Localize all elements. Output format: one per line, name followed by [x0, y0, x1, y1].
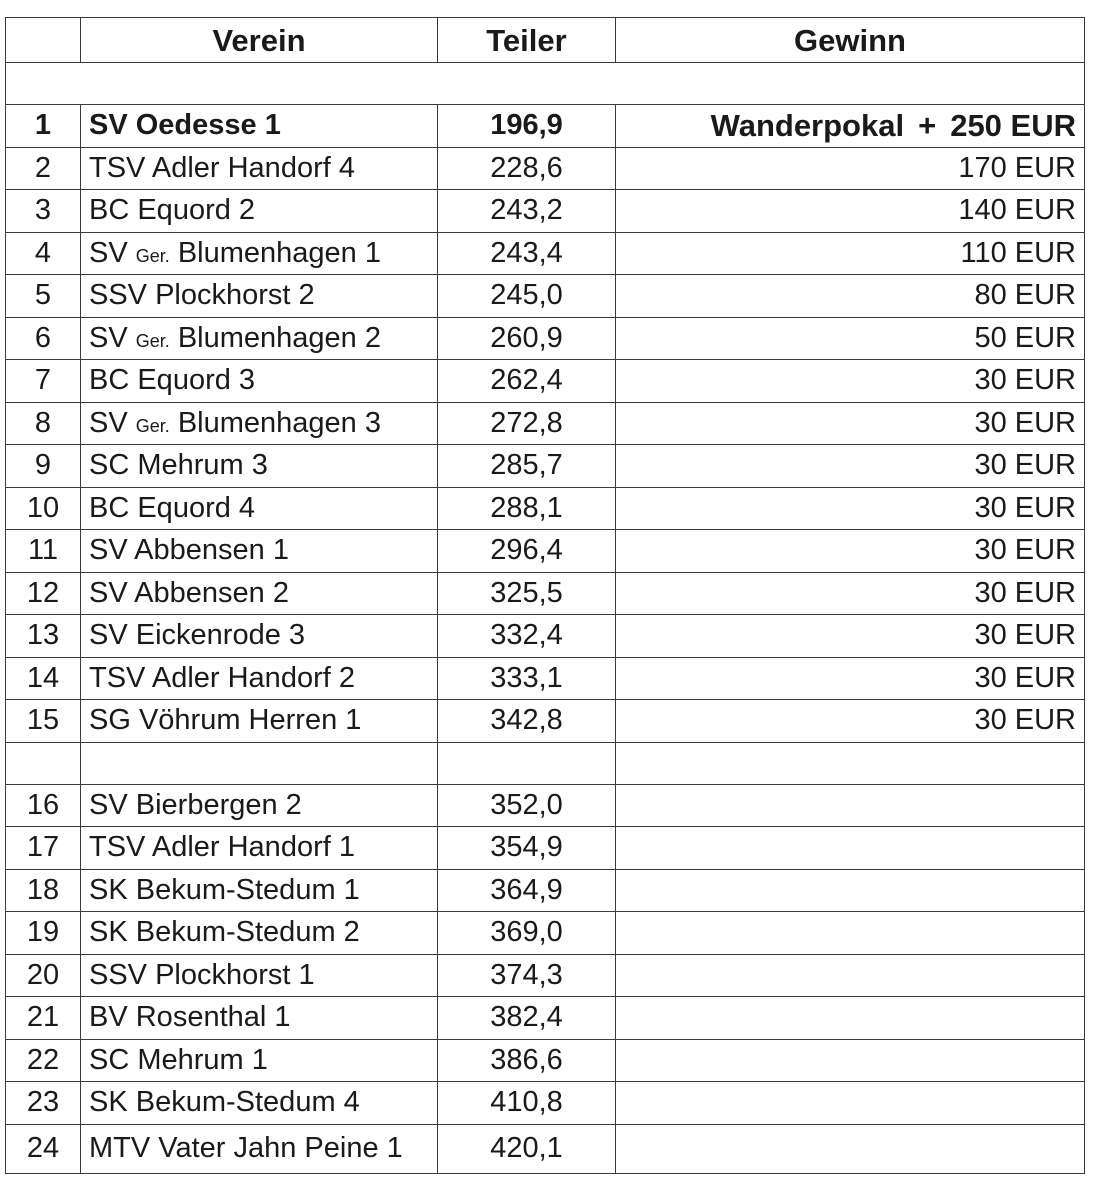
- teiler-cell: 333,1: [438, 657, 616, 700]
- rank-cell: 11: [6, 530, 81, 573]
- table-row: [6, 572, 1085, 615]
- table-row: [6, 1124, 1085, 1173]
- prize-cell: 30 EUR: [616, 360, 1085, 403]
- table-row: [6, 954, 1085, 997]
- club-cell: [81, 402, 438, 445]
- teiler-cell: 272,8: [438, 402, 616, 445]
- rank-cell: 12: [6, 572, 81, 615]
- teiler-cell: 296,4: [438, 530, 616, 573]
- club-cell: [81, 232, 438, 275]
- rank-cell: 8: [6, 402, 81, 445]
- club-cell: SC Mehrum 1: [81, 1039, 438, 1082]
- club-cell: TSV Adler Handorf 2: [81, 657, 438, 700]
- teiler-cell: 245,0: [438, 275, 616, 318]
- prize-cell: [616, 869, 1085, 912]
- table-row: [6, 997, 1085, 1040]
- club-cell: TSV Adler Handorf 4: [81, 147, 438, 190]
- rank-cell: 19: [6, 912, 81, 955]
- spacer-row-top: [6, 63, 1085, 105]
- prize-cell: 110 EUR: [616, 232, 1085, 275]
- club-cell: SV Abbensen 2: [81, 572, 438, 615]
- table-row: [6, 784, 1085, 827]
- club-cell: MTV Vater Jahn Peine 1: [81, 1124, 438, 1173]
- club-cell: BC Equord 2: [81, 190, 438, 233]
- rank-cell: 20: [6, 954, 81, 997]
- rank-cell: 23: [6, 1082, 81, 1125]
- rank-cell: 7: [6, 360, 81, 403]
- prize-cell: [616, 105, 1085, 148]
- prize-cell: 80 EUR: [616, 275, 1085, 318]
- prize-cell: [616, 827, 1085, 870]
- table-row: [6, 402, 1085, 445]
- teiler-cell: 196,9: [438, 105, 616, 148]
- rank-cell: 5: [6, 275, 81, 318]
- club-cell: SK Bekum-Stedum 2: [81, 912, 438, 955]
- prize-cell: 50 EUR: [616, 317, 1085, 360]
- club-cell: TSV Adler Handorf 1: [81, 827, 438, 870]
- club-cell: SK Bekum-Stedum 4: [81, 1082, 438, 1125]
- prize-cell: [616, 954, 1085, 997]
- club-ger-abbrev: Ger.: [135, 415, 170, 436]
- prize-cell: 30 EUR: [616, 657, 1085, 700]
- spacer-cell: [81, 742, 438, 784]
- club-prefix: SV: [89, 406, 128, 439]
- teiler-cell: 228,6: [438, 147, 616, 190]
- club-suffix: Blumenhagen 1: [177, 236, 381, 269]
- table-row: [6, 147, 1085, 190]
- prize-cell: [616, 784, 1085, 827]
- teiler-cell: 386,6: [438, 1039, 616, 1082]
- club-suffix: Blumenhagen 3: [177, 406, 381, 439]
- club-cell: [81, 317, 438, 360]
- rank-cell: 13: [6, 615, 81, 658]
- rank-cell: 2: [6, 147, 81, 190]
- club-cell: BV Rosenthal 1: [81, 997, 438, 1040]
- table-row: [6, 275, 1085, 318]
- table-row: [6, 360, 1085, 403]
- rank-cell: 17: [6, 827, 81, 870]
- table-row: [6, 1082, 1085, 1125]
- club-ger-abbrev: Ger.: [135, 245, 170, 266]
- prize-cell: 30 EUR: [616, 700, 1085, 743]
- results-table: [5, 17, 1085, 1174]
- teiler-cell: 243,4: [438, 232, 616, 275]
- prize-cell: [616, 1124, 1085, 1173]
- spacer-cell: [6, 742, 81, 784]
- teiler-cell: 354,9: [438, 827, 616, 870]
- teiler-cell: 342,8: [438, 700, 616, 743]
- club-ger-abbrev: Ger.: [135, 330, 170, 351]
- teiler-cell: 325,5: [438, 572, 616, 615]
- prize-cell: [616, 912, 1085, 955]
- results-table-body: [6, 18, 1085, 1174]
- rank-cell: 14: [6, 657, 81, 700]
- club-cell: BC Equord 3: [81, 360, 438, 403]
- header-verein: Verein: [81, 18, 438, 63]
- rank-cell: 4: [6, 232, 81, 275]
- table-row: [6, 1039, 1085, 1082]
- table-row: [6, 105, 1085, 148]
- rank-cell: 21: [6, 997, 81, 1040]
- prize-cell: 30 EUR: [616, 402, 1085, 445]
- header-teiler: Teiler: [438, 18, 616, 63]
- prize-cell: 30 EUR: [616, 445, 1085, 488]
- rank-cell: 10: [6, 487, 81, 530]
- prize-trophy: Wanderpokal: [710, 108, 905, 144]
- rank-cell: 6: [6, 317, 81, 360]
- teiler-cell: 369,0: [438, 912, 616, 955]
- teiler-cell: 364,9: [438, 869, 616, 912]
- club-cell: SV Bierbergen 2: [81, 784, 438, 827]
- table-row: [6, 190, 1085, 233]
- table-row: [6, 912, 1085, 955]
- table-row: [6, 869, 1085, 912]
- table-row: [6, 445, 1085, 488]
- spacer-cell: [438, 742, 616, 784]
- club-suffix: Blumenhagen 2: [177, 321, 381, 354]
- prize-cell: [616, 1039, 1085, 1082]
- club-cell: SV Eickenrode 3: [81, 615, 438, 658]
- prize-cell: [616, 1082, 1085, 1125]
- teiler-cell: 410,8: [438, 1082, 616, 1125]
- teiler-cell: 285,7: [438, 445, 616, 488]
- rank-cell: 16: [6, 784, 81, 827]
- prize-cell: 30 EUR: [616, 530, 1085, 573]
- table-row: [6, 487, 1085, 530]
- club-prefix: SV: [89, 321, 128, 354]
- teiler-cell: 382,4: [438, 997, 616, 1040]
- teiler-cell: 288,1: [438, 487, 616, 530]
- teiler-cell: 243,2: [438, 190, 616, 233]
- prize-cell: [616, 997, 1085, 1040]
- prize-cell: 30 EUR: [616, 572, 1085, 615]
- club-prefix: SV: [89, 236, 128, 269]
- prize-cell: 30 EUR: [616, 615, 1085, 658]
- rank-cell: 18: [6, 869, 81, 912]
- spacer-cell: [6, 63, 1085, 105]
- table-row: [6, 827, 1085, 870]
- rank-cell: 22: [6, 1039, 81, 1082]
- prize-cell: 170 EUR: [616, 147, 1085, 190]
- rank-cell: 9: [6, 445, 81, 488]
- teiler-cell: 420,1: [438, 1124, 616, 1173]
- club-cell: SG Vöhrum Herren 1: [81, 700, 438, 743]
- rank-cell: 24: [6, 1124, 81, 1173]
- club-cell: SV Oedesse 1: [81, 105, 438, 148]
- table-row: [6, 700, 1085, 743]
- header-rank: [6, 18, 81, 63]
- header-gewinn: Gewinn: [616, 18, 1085, 63]
- table-row: [6, 615, 1085, 658]
- prize-cell: 30 EUR: [616, 487, 1085, 530]
- table-row: [6, 530, 1085, 573]
- rank-cell: 3: [6, 190, 81, 233]
- spacer-row-separator: [6, 742, 1085, 784]
- club-cell: SSV Plockhorst 1: [81, 954, 438, 997]
- prize-cell: 140 EUR: [616, 190, 1085, 233]
- prize-amount: 250 EUR: [950, 108, 1076, 144]
- club-cell: SV Abbensen 1: [81, 530, 438, 573]
- table-header-row: [6, 18, 1085, 63]
- table-row: [6, 317, 1085, 360]
- table-row: [6, 657, 1085, 700]
- teiler-cell: 374,3: [438, 954, 616, 997]
- teiler-cell: 260,9: [438, 317, 616, 360]
- teiler-cell: 332,4: [438, 615, 616, 658]
- rank-cell: 1: [6, 105, 81, 148]
- spacer-cell: [616, 742, 1085, 784]
- prize-plus: +: [918, 108, 937, 144]
- rank-cell: 15: [6, 700, 81, 743]
- club-cell: SK Bekum-Stedum 1: [81, 869, 438, 912]
- club-cell: SC Mehrum 3: [81, 445, 438, 488]
- club-cell: BC Equord 4: [81, 487, 438, 530]
- table-row: [6, 232, 1085, 275]
- club-cell: SSV Plockhorst 2: [81, 275, 438, 318]
- teiler-cell: 262,4: [438, 360, 616, 403]
- teiler-cell: 352,0: [438, 784, 616, 827]
